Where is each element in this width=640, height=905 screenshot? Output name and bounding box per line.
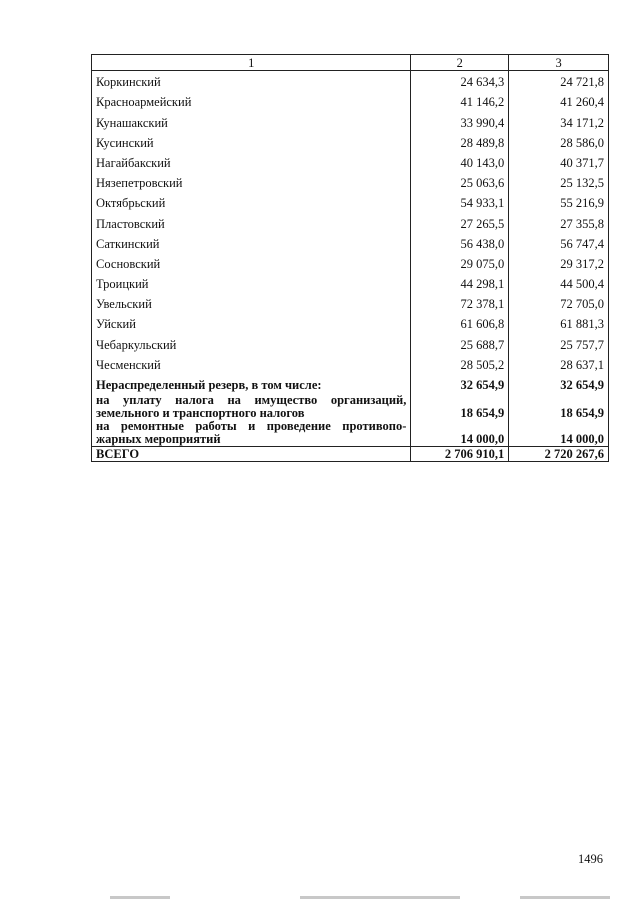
district-name: Чебаркульский — [92, 333, 411, 353]
table-header-row — [92, 55, 609, 71]
table-row — [92, 293, 609, 313]
district-name: Троицкий — [92, 273, 411, 293]
value-col-2: 33 990,4 — [411, 111, 509, 131]
table-row — [92, 192, 609, 212]
column-header-1: 1 — [92, 55, 411, 71]
value-col-2: 24 634,3 — [411, 71, 509, 92]
district-name: Саткинский — [92, 233, 411, 253]
district-name: Пластовский — [92, 212, 411, 232]
value-col-3: 28 637,1 — [509, 354, 609, 374]
district-name: Кунашакский — [92, 111, 411, 131]
total-value-2: 2 706 910,1 — [411, 447, 509, 462]
value-col-3: 61 881,3 — [509, 313, 609, 333]
table-row — [92, 132, 609, 152]
reserve-section — [92, 374, 609, 462]
table-row — [92, 212, 609, 232]
table-row — [92, 273, 609, 293]
scan-artifact — [520, 896, 610, 899]
column-header-2: 2 — [411, 55, 509, 71]
value-col-3: 44 500,4 — [509, 273, 609, 293]
total-label: ВСЕГО — [92, 447, 411, 462]
page-number: 1496 — [578, 852, 603, 866]
district-name: Уйский — [92, 313, 411, 333]
value-col-3: 56 747,4 — [509, 233, 609, 253]
budget-table — [91, 54, 609, 462]
table-row — [92, 313, 609, 333]
value-col-2: 27 265,5 — [411, 212, 509, 232]
column-header-3: 3 — [509, 55, 609, 71]
total-row — [92, 447, 609, 462]
table-row — [92, 91, 609, 111]
value-col-2: 29 075,0 — [411, 253, 509, 273]
reserve-sub1-line2: земельного и транспортного налогов — [92, 407, 411, 420]
value-col-3: 41 260,4 — [509, 91, 609, 111]
table-row — [92, 111, 609, 131]
table-row — [92, 172, 609, 192]
value-col-2: 72 378,1 — [411, 293, 509, 313]
value-col-2: 40 143,0 — [411, 152, 509, 172]
value-col-3: 40 371,7 — [509, 152, 609, 172]
value-col-3: 27 355,8 — [509, 212, 609, 232]
table-body — [92, 71, 609, 374]
value-col-3: 34 171,2 — [509, 111, 609, 131]
table-row — [92, 71, 609, 92]
value-col-3: 25 757,7 — [509, 333, 609, 353]
table-row — [92, 253, 609, 273]
district-name: Нязепетровский — [92, 172, 411, 192]
reserve-sub2-line1: на ремонтные работы и проведение противопо- — [92, 420, 411, 433]
value-col-2: 28 505,2 — [411, 354, 509, 374]
district-name: Чесменский — [92, 354, 411, 374]
value-col-2: 56 438,0 — [411, 233, 509, 253]
value-col-3: 28 586,0 — [509, 132, 609, 152]
reserve-row — [92, 374, 609, 394]
district-name: Красноармейский — [92, 91, 411, 111]
value-col-3: 24 721,8 — [509, 71, 609, 92]
district-name: Октябрьский — [92, 192, 411, 212]
district-name: Кусинский — [92, 132, 411, 152]
reserve-value-2: 32 654,9 — [411, 374, 509, 394]
district-name: Коркинский — [92, 71, 411, 92]
reserve-sub2-value-2: 14 000,0 — [411, 433, 509, 447]
value-col-2: 25 063,6 — [411, 172, 509, 192]
district-name: Увельский — [92, 293, 411, 313]
value-col-3: 29 317,2 — [509, 253, 609, 273]
scan-artifact — [110, 896, 170, 899]
table-row — [92, 333, 609, 353]
reserve-value-3: 32 654,9 — [509, 374, 609, 394]
reserve-sub1-value-3: 18 654,9 — [509, 407, 609, 420]
value-col-3: 25 132,5 — [509, 172, 609, 192]
district-name: Сосновский — [92, 253, 411, 273]
value-col-2: 28 489,8 — [411, 132, 509, 152]
value-col-3: 55 216,9 — [509, 192, 609, 212]
reserve-label: Нераспределенный резерв, в том числе: — [92, 374, 411, 394]
total-value-3: 2 720 267,6 — [509, 447, 609, 462]
table-row — [92, 354, 609, 374]
value-col-2: 54 933,1 — [411, 192, 509, 212]
district-name: Нагайбакский — [92, 152, 411, 172]
value-col-2: 25 688,7 — [411, 333, 509, 353]
value-col-2: 44 298,1 — [411, 273, 509, 293]
reserve-sub1-value-2: 18 654,9 — [411, 407, 509, 420]
scan-artifact — [300, 896, 460, 899]
reserve-sub1-line1: на уплату налога на имущество организаций, — [92, 394, 411, 407]
value-col-2: 41 146,2 — [411, 91, 509, 111]
reserve-sub2-value-3: 14 000,0 — [509, 433, 609, 447]
reserve-sub2-line2-row — [92, 433, 609, 447]
value-col-3: 72 705,0 — [509, 293, 609, 313]
table-row — [92, 152, 609, 172]
reserve-sub2-line2: жарных мероприятий — [92, 433, 411, 447]
table-row — [92, 233, 609, 253]
value-col-2: 61 606,8 — [411, 313, 509, 333]
